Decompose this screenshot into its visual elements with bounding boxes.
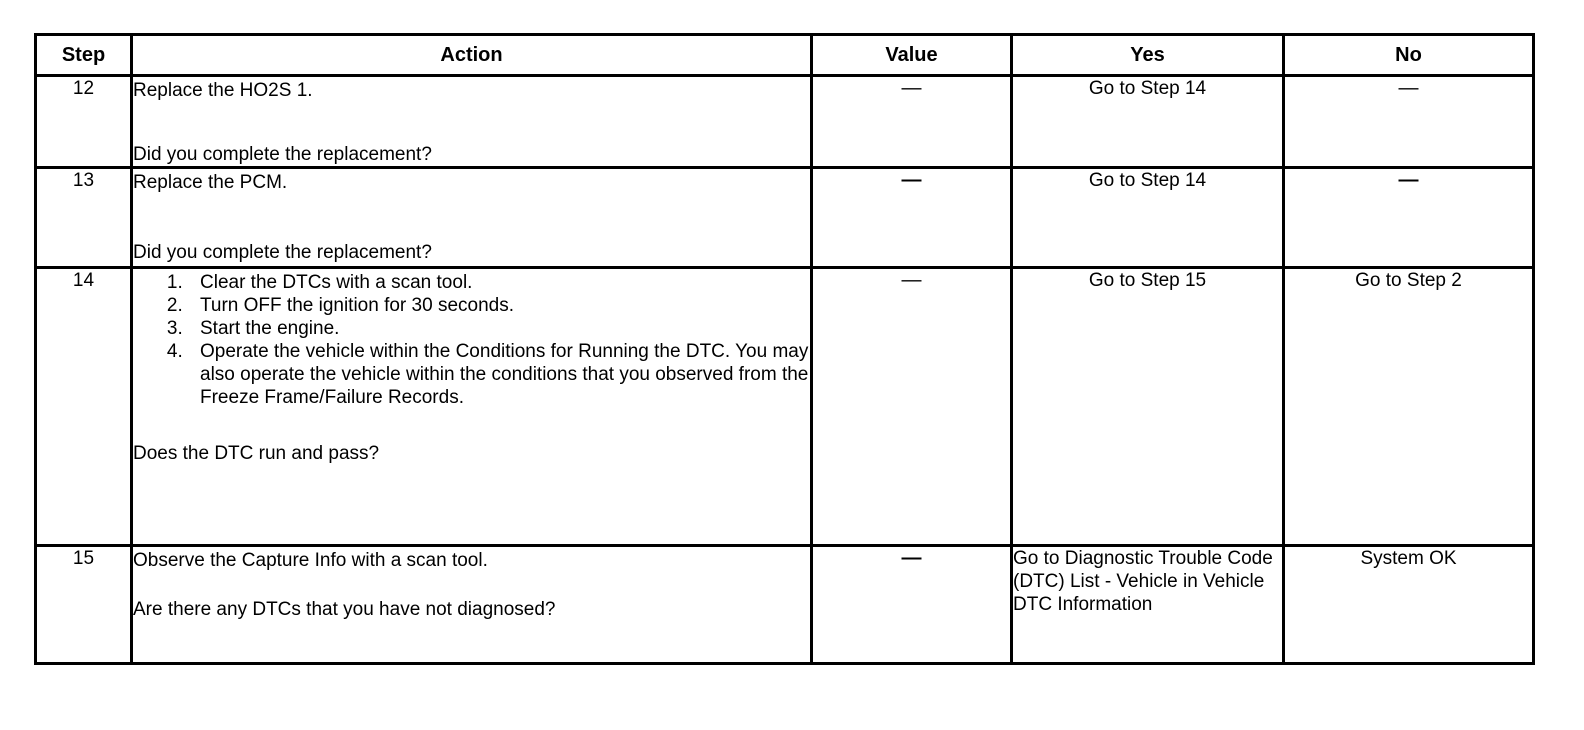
action-cell: [132, 268, 812, 546]
action-step-item: 2. Turn OFF the ignition for 30 seconds.: [188, 294, 810, 317]
no-text: —: [1398, 169, 1419, 191]
action-cell: [132, 76, 812, 168]
yes-cell: Go to Step 14: [1012, 76, 1284, 168]
value-cell: [812, 76, 1012, 168]
yes-cell: Go to Step 15: [1012, 268, 1284, 546]
action-question: Did you complete the replacement?: [133, 242, 432, 263]
value-cell: [812, 268, 1012, 546]
header-row: [36, 35, 1534, 76]
diagnostic-table: [34, 33, 1535, 665]
header-yes: Yes: [1012, 35, 1284, 76]
action-question: Are there any DTCs that you have not diagnosed?: [133, 599, 556, 620]
action-text: Replace the PCM.: [133, 172, 288, 193]
value-text: —: [901, 269, 922, 291]
action-steps-list: [133, 271, 810, 409]
step-number: 13: [36, 168, 132, 268]
action-text: Observe the Capture Info with a scan tool.: [133, 550, 488, 571]
yes-cell: Go to Diagnostic Trouble Code (DTC) List - Vehicle in Vehicle DTC Information: [1012, 546, 1284, 664]
action-step-item: 3. Start the engine.: [188, 317, 810, 340]
value-cell: [812, 546, 1012, 664]
value-text: —: [901, 547, 922, 569]
step-number: 12: [36, 76, 132, 168]
no-text: —: [1398, 77, 1419, 99]
action-cell: [132, 546, 812, 664]
no-cell: System OK: [1284, 546, 1534, 664]
table-row: [36, 76, 1534, 168]
value-text: —: [901, 77, 922, 99]
header-step: Step: [36, 35, 132, 76]
table-row: [36, 168, 1534, 268]
step-number: 15: [36, 546, 132, 664]
header-action: Action: [132, 35, 812, 76]
no-cell: Go to Step 2: [1284, 268, 1534, 546]
no-cell: [1284, 76, 1534, 168]
action-step-item: 4. Operate the vehicle within the Conditions for Running the DTC. You may also operate the vehicle within the conditions that you observed from the Freeze Frame/Failure Records.: [188, 340, 810, 409]
header-value: Value: [812, 35, 1012, 76]
table-row: [36, 268, 1534, 546]
action-cell: [132, 168, 812, 268]
no-cell: [1284, 168, 1534, 268]
action-text: Replace the HO2S 1.: [133, 80, 313, 101]
value-cell: [812, 168, 1012, 268]
action-question: Did you complete the replacement?: [133, 144, 432, 165]
yes-cell: Go to Step 14: [1012, 168, 1284, 268]
value-text: —: [901, 169, 922, 191]
header-no: No: [1284, 35, 1534, 76]
step-number: 14: [36, 268, 132, 546]
action-question: Does the DTC run and pass?: [133, 443, 380, 464]
table-row: [36, 546, 1534, 664]
action-step-item: 1. Clear the DTCs with a scan tool.: [188, 271, 810, 294]
